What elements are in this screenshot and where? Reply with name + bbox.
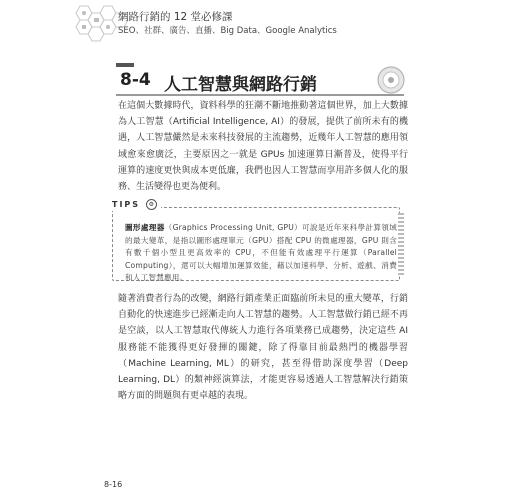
section-title: 人工智慧與網路行銷: [164, 75, 317, 95]
tips-frame: [112, 207, 400, 281]
tips-term: 圖形處理器: [125, 223, 165, 232]
section-number: 8-4: [120, 70, 151, 90]
section-circle-icon: [376, 65, 406, 95]
tips-side-tab: [398, 213, 404, 275]
tips-label: [108, 199, 161, 211]
book-subtitle: SEO、社群、廣告、直播、Big Data、Google Analytics: [118, 26, 337, 36]
tips-label-text: TIPS: [112, 200, 141, 209]
heading-corner-mark: [116, 63, 134, 67]
running-header: [118, 10, 337, 37]
tips-text: [125, 222, 397, 285]
body-paragraph-1: 在這個大數據時代，資料科學的狂潮不斷地推動著這個世界，加上大數據為人工智慧（Artificial Intelligence, AI）的發展，提供了前所未有的機遇，人工智慧儼然是未來科技發展的主流趨勢，近幾年人工智慧的應用領域愈來愈廣泛，主要原因之一就是 GPUs 加速運算日漸普及，使得平行運算的速度更快與成本更低廉，我們也因人工智慧而享用許多個人化的服務、生活變得也更為便利。: [118, 101, 408, 193]
page-number: 8-16: [104, 480, 123, 489]
tips-box: [108, 199, 410, 285]
body-paragraph-2: 隨著消費者行為的改變，網路行銷產業正面臨前所未見的重大變革，行銷自動化的快速進步已經漸走向人工智慧的趨勢。人工智慧做行銷已經不再是空談，以人工智慧取代傳統人力進行各項業務已成趨勢，決定這些 AI 服務能不能獲得更好發揮的關鍵，除了得靠目前最熱門的機器學習（Machine Learning, ML）的研究，甚至得借助深度學習（Deep Learning, DL）的類神經演算法，才能更容易透過人工智慧解決行銷策略方面的問題與有更卓越的表現。: [118, 294, 408, 402]
section-heading: [116, 68, 404, 96]
gear-icon: ⚙: [146, 199, 157, 210]
tips-body: （Graphics Processing Unit, GPU）可說是近年來科學計算領域的最大變革，是指以圖形處理單元（GPU）搭配 CPU 的微處理器，GPU 則含有數千個小型且更高效率的 CPU，不但能有效處理平行運算（Parallel Computing），還可以大幅增加運算效能，藉以加速科學、分析、遊戲、消費和人工智慧應用。: [125, 223, 398, 283]
book-title: 網路行銷的 12 堂必修課: [118, 11, 233, 23]
